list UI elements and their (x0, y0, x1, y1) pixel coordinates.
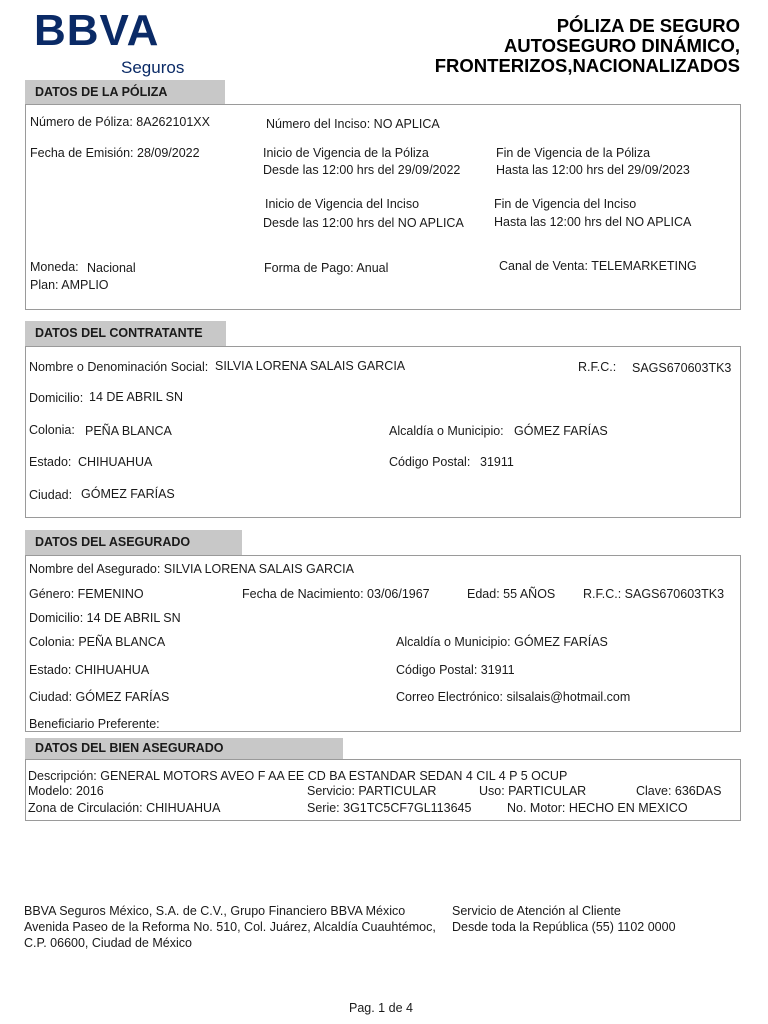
fecha-emision: Fecha de Emisión: 28/09/2022 (30, 146, 200, 160)
numero-motor: No. Motor: HECHO EN MEXICO (507, 801, 688, 815)
fin-inciso-value: Hasta las 12:00 hrs del NO APLICA (494, 215, 692, 229)
nombre-contratante-label: Nombre o Denominación Social: (29, 360, 209, 374)
genero: Género: FEMENINO (29, 587, 144, 601)
colonia-contratante-label: Colonia: (29, 423, 75, 437)
footer-company-line-3: C.P. 06600, Ciudad de México (24, 936, 192, 950)
fin-poliza-label: Fin de Vigencia de la Póliza (496, 146, 651, 160)
estado-asegurado: Estado: CHIHUAHUA (29, 663, 150, 677)
footer-service-line-1: Servicio de Atención al Cliente (452, 904, 621, 918)
inicio-poliza-value: Desde las 12:00 hrs del 29/09/2022 (263, 163, 461, 177)
bien-heading: DATOS DEL BIEN ASEGURADO (25, 738, 343, 759)
cp-contratante-label: Código Postal: (389, 455, 471, 469)
asegurado-heading: DATOS DEL ASEGURADO (25, 530, 242, 555)
moneda-label: Moneda: (30, 260, 79, 274)
inicio-poliza-label: Inicio de Vigencia de la Póliza (263, 146, 429, 160)
page-number: Pag. 1 de 4 (349, 1001, 413, 1015)
footer-company (24, 903, 436, 951)
domicilio-contratante-value: 14 DE ABRIL SN (89, 390, 184, 404)
cp-asegurado: Código Postal: 31911 (396, 663, 515, 677)
modelo: Modelo: 2016 (28, 784, 104, 798)
descripcion-vehiculo: Descripción: GENERAL MOTORS AVEO F AA EE CD BA ESTANDAR SEDAN 4 CIL 4 P 5 OCUP (28, 769, 568, 783)
inicio-inciso-label: Inicio de Vigencia del Inciso (265, 197, 420, 211)
nombre-asegurado: Nombre del Asegurado: SILVIA LORENA SALAIS GARCIA (29, 562, 354, 576)
title-line-2: AUTOSEGURO DINÁMICO, (503, 35, 740, 56)
colonia-asegurado: Colonia: PEÑA BLANCA (29, 635, 166, 649)
nombre-contratante-value: SILVIA LORENA SALAIS GARCIA (215, 359, 406, 373)
fin-poliza-value: Hasta las 12:00 hrs del 29/09/2023 (496, 163, 690, 177)
domicilio-contratante-label: Domicilio: (29, 391, 84, 405)
cp-contratante-value: 31911 (480, 455, 514, 469)
seguros-logo-text: Seguros (121, 58, 185, 77)
numero-poliza: Número de Póliza: 8A262101XX (30, 115, 210, 129)
serie: Serie: 3G1TC5CF7GL113645 (307, 801, 472, 815)
alcaldia-asegurado: Alcaldía o Municipio: GÓMEZ FARÍAS (396, 635, 608, 649)
title-line-1: PÓLIZA DE SEGURO (556, 15, 740, 36)
edad: Edad: 55 AÑOS (467, 587, 556, 601)
estado-contratante-value: CHIHUAHUA (78, 455, 153, 469)
plan: Plan: AMPLIO (30, 278, 109, 292)
poliza-heading: DATOS DE LA PÓLIZA (25, 80, 225, 104)
servicio: Servicio: PARTICULAR (307, 784, 437, 798)
estado-contratante-label: Estado: (29, 455, 72, 469)
alcaldia-contratante-label: Alcaldía o Municipio: (389, 424, 504, 438)
alcaldia-contratante-value: GÓMEZ FARÍAS (514, 424, 608, 438)
footer-company-line-2: Avenida Paseo de la Reforma No. 510, Col. Juárez, Alcaldía Cuauhtémoc, (24, 920, 436, 934)
fin-inciso-label: Fin de Vigencia del Inciso (494, 197, 637, 211)
bbva-logo: BBVA (34, 6, 160, 55)
numero-inciso: Número del Inciso: NO APLICA (266, 117, 440, 131)
footer-service (452, 903, 676, 935)
footer-service-line-2: Desde toda la República (55) 1102 0000 (452, 920, 676, 934)
clave: Clave: 636DAS (636, 784, 722, 798)
zona-circulacion: Zona de Circulación: CHIHUAHUA (28, 801, 221, 815)
domicilio-asegurado: Domicilio: 14 DE ABRIL SN (29, 611, 181, 625)
correo-electronico: Correo Electrónico: silsalais@hotmail.com (396, 690, 631, 704)
ciudad-contratante-label: Ciudad: (29, 488, 73, 502)
title-line-3: FRONTERIZOS,NACIONALIZADOS (434, 55, 740, 76)
footer-company-line-1: BBVA Seguros México, S.A. de C.V., Grupo Financiero BBVA México (24, 904, 406, 918)
document-title (435, 16, 740, 76)
ciudad-contratante-value: GÓMEZ FARÍAS (81, 487, 175, 501)
rfc-contratante-value: SAGS670603TK3 (632, 361, 732, 375)
forma-pago: Forma de Pago: Anual (264, 261, 389, 275)
ciudad-asegurado: Ciudad: GÓMEZ FARÍAS (29, 690, 170, 704)
inicio-inciso-value: Desde las 12:00 hrs del NO APLICA (263, 216, 464, 230)
canal-venta: Canal de Venta: TELEMARKETING (499, 259, 697, 273)
contratante-heading: DATOS DEL CONTRATANTE (25, 321, 226, 346)
beneficiario-preferente: Beneficiario Preferente: (29, 717, 160, 731)
rfc-asegurado: R.F.C.: SAGS670603TK3 (583, 587, 725, 601)
uso: Uso: PARTICULAR (479, 784, 587, 798)
fecha-nacimiento: Fecha de Nacimiento: 03/06/1967 (242, 587, 430, 601)
moneda-value: Nacional (87, 261, 136, 275)
colonia-contratante-value: PEÑA BLANCA (85, 424, 172, 438)
rfc-contratante-label: R.F.C.: (578, 360, 617, 374)
